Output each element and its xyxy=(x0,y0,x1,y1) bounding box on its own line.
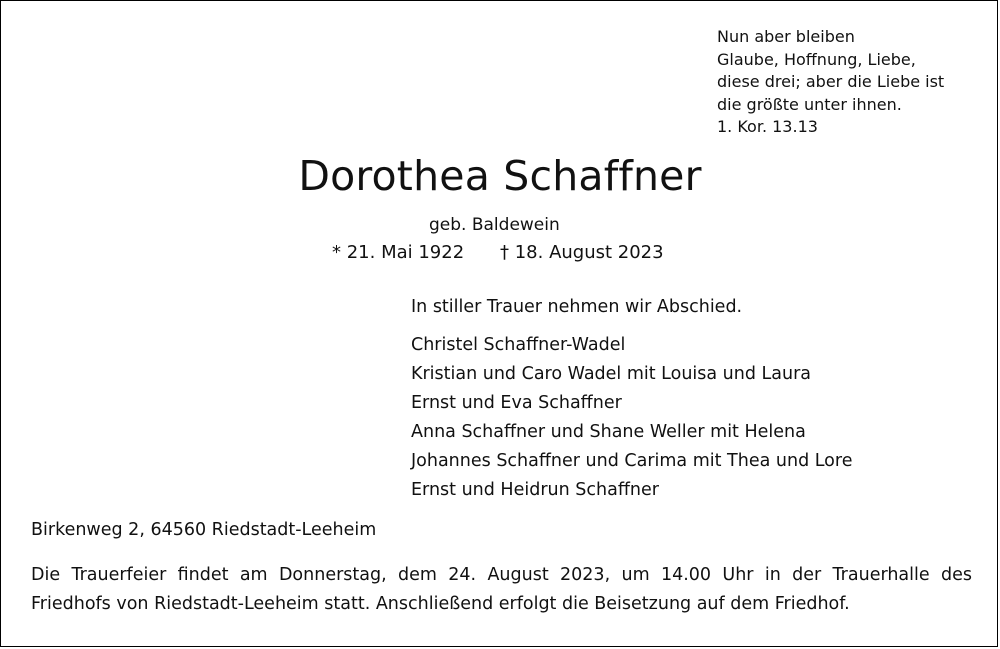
mourner-entry: Johannes Schaffner und Carima mit Thea und Lore xyxy=(411,451,853,471)
birth-date: * 21. Mai 1922 xyxy=(332,242,465,263)
ceremony-info xyxy=(31,561,972,619)
mourner-entry: Anna Schaffner und Shane Weller mit Helena xyxy=(411,422,806,442)
mourner-entry: Ernst und Heidrun Schaffner xyxy=(411,480,659,500)
address: Birkenweg 2, 64560 Riedstadt-Leeheim xyxy=(31,520,377,540)
verse-line: Nun aber bleiben xyxy=(717,27,855,46)
mourner-entry: Ernst und Eva Schaffner xyxy=(411,393,622,413)
mourner-entry: Kristian und Caro Wadel mit Louisa und Laura xyxy=(411,364,812,384)
verse-reference: 1. Kor. 13.13 xyxy=(717,117,818,136)
mourners-list xyxy=(411,331,852,505)
maiden-name: geb. Baldewein xyxy=(429,215,560,235)
ceremony-line: Friedhofs von Riedstadt-Leeheim statt. Anschließend erfolgt die Beisetzung auf dem Friedhof. xyxy=(31,594,850,614)
verse-line: diese drei; aber die Liebe ist xyxy=(717,72,945,91)
ceremony-line: Die Trauerfeier findet am Donnerstag, dem 24. August 2023, um 14.00 Uhr in der Trauerhalle des xyxy=(31,565,972,585)
bible-verse xyxy=(717,26,944,139)
verse-line: die größte unter ihnen. xyxy=(717,94,902,114)
mourner-entry: Christel Schaffner-Wadel xyxy=(411,335,626,355)
death-date: † 18. August 2023 xyxy=(500,242,664,263)
deceased-name: Dorothea Schaffner xyxy=(298,152,702,200)
mourning-line: In stiller Trauer nehmen wir Abschied. xyxy=(411,297,743,317)
verse-line: Glaube, Hoffnung, Liebe, xyxy=(717,49,916,69)
